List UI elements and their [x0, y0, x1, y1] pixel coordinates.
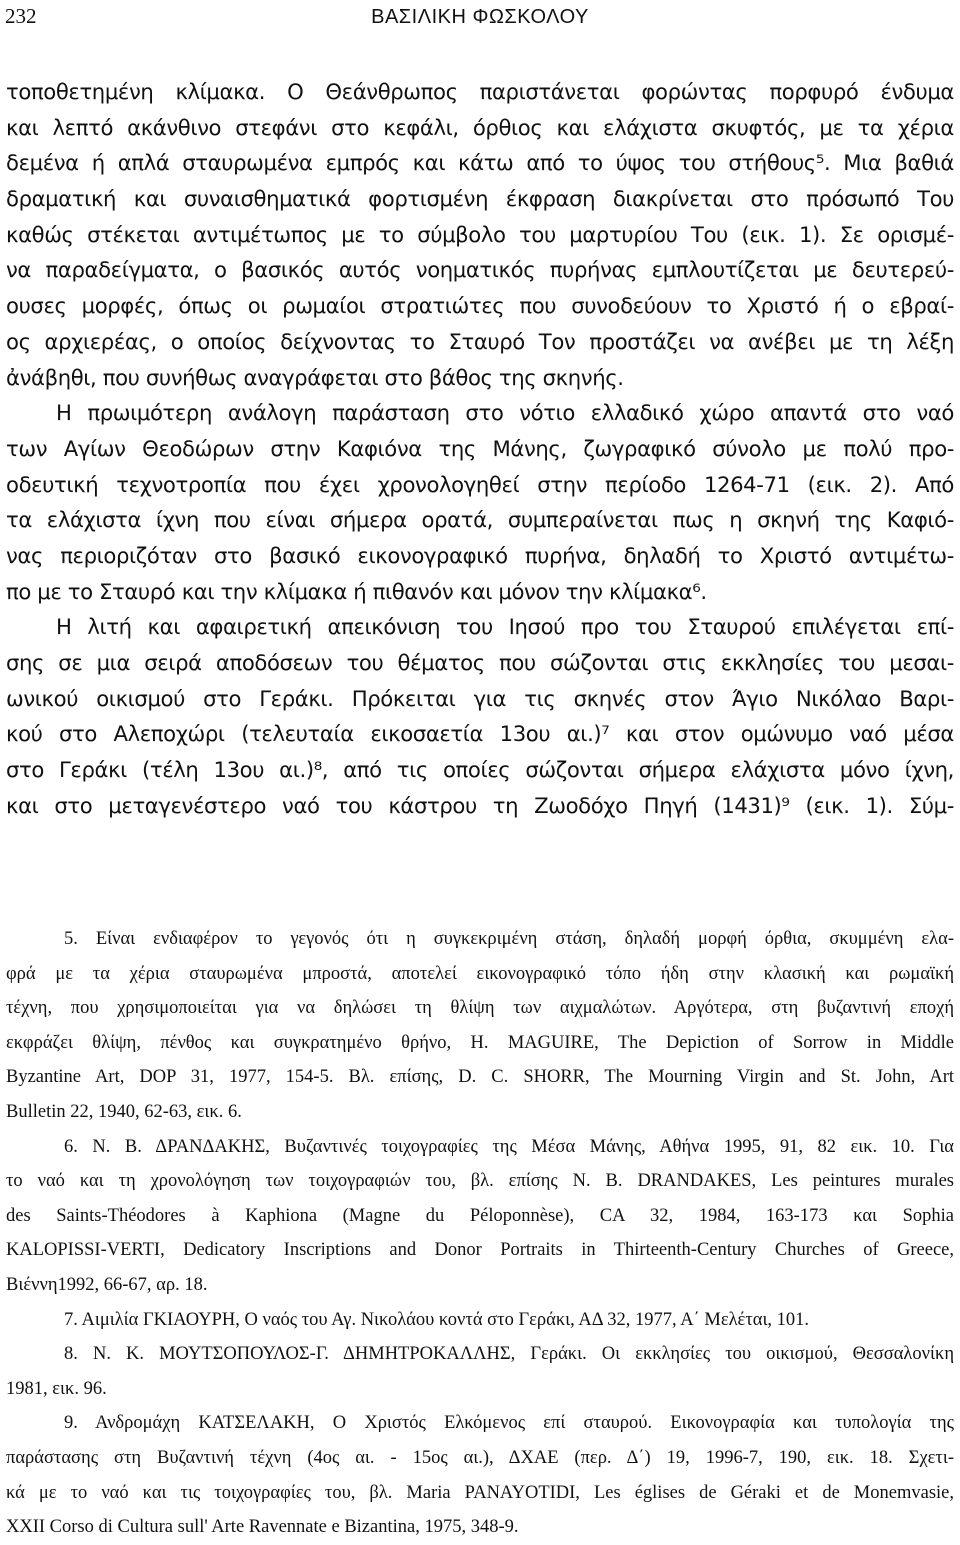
body-text-line: ουσες μορφές, όπως οι ρωμαίοι στρατιώτες που συνοδεύουν το Χριστό ή ο εβραί-	[6, 293, 954, 319]
running-title: ΒΑΣΙΛΙΚΗ ΦΩΣΚΟΛΟΥ	[371, 6, 589, 28]
footnote-line: 7. Αιμιλία ΓΚΙΑΟΥΡΗ, Ο ναός του Αγ. Νικολάου κοντά στο Γεράκι, ΑΔ 32, 1977, Α΄ Μελέται, 101.	[64, 1309, 810, 1330]
footnotes	[6, 922, 954, 1545]
body-text-line: δραματική και συναισθηματικά φορτισμένη έκφραση διακρίνεται στο πρόσωπό Του	[6, 186, 954, 212]
body-text-line: νας περιοριζόταν στο βασικό εικονογραφικό πυρήνα, δηλαδή το Χριστό αντιμέτω-	[6, 542, 954, 568]
footnote-line: Bulletin 22, 1940, 62-63, εικ. 6.	[6, 1101, 242, 1122]
body-text-line: Η λιτή και αφαιρετική απεικόνιση του Ιησού προ του Σταυρού επιλέγεται επί-	[56, 614, 954, 640]
body-text-line: ος αρχιερέας, ο οποίος δείχνοντας το Σταυρό Τον προστάζει να ανέβει με τη λέξη	[6, 328, 954, 354]
footnote-line: κά με το ναό και τις τοιχογραφίες του, βλ. Maria PANAYOTIDI, Les églises de Géraki et de Monemvasie,	[6, 1482, 954, 1503]
body-text-line: στο Γεράκι (τέλη 13ου αι.)⁸, από τις οποίες σώζονται σήμερα ελάχιστα μόνο ίχνη,	[6, 757, 954, 783]
footnote-line: το ναό και τη χρονολόγηση των τοιχογραφιών του, βλ. επίσης N. B. DRANDAKES, Les peintures murales	[6, 1171, 954, 1192]
footnote-line: 8. Ν. Κ. ΜΟΥΤΣΟΠΟΥΛΟΣ-Γ. ΔΗΜΗΤΡΟΚΑΛΛΗΣ, Γεράκι. Οι εκκλησίες του οικισμού, Θεσσαλονίκη	[64, 1344, 954, 1365]
body-text-line: οδευτική τεχνοτροπία που έχει χρονολογηθεί στην περίοδο 1264-71 (εικ. 2). Από	[6, 471, 954, 497]
body-text-line: τοποθετημένη κλίμακα. Ο Θεάνθρωπος παριστάνεται φορώντας πορφυρό ένδυμα	[6, 79, 954, 104]
footnote-line: τέχνη, που χρησιμοποιείται για να δηλώσει τη θλίψη των αιχμαλώτων. Αργότερα, στη βυζαντινή εποχή	[6, 998, 954, 1019]
body-text-line: και λεπτό ακάνθινο στεφάνι στο κεφάλι, όρθιος και ελάχιστα σκυφτός, με τα χέρια	[6, 114, 954, 140]
body-text-line: πο με το Σταυρό και την κλίμακα ή πιθανόν και μόνον την κλίμακα⁶.	[6, 578, 707, 604]
footnote-line: Byzantine Art, DOP 31, 1977, 154-5. Βλ. επίσης, D. C. SHORR, The Mourning Virgin and St. John, Art	[6, 1067, 954, 1088]
body-text-line: καθώς στέκεται αντιμέτωπος με το σύμβολο του μαρτυρίου Του (εικ. 1). Σε ορισμέ-	[6, 221, 954, 247]
body-text-line: ἀνάβηθι, που συνήθως αναγράφεται στο βάθος της σκηνής.	[6, 364, 624, 390]
footnote-line: 9. Ανδρομάχη ΚΑΤΣΕΛΑΚΗ, Ο Χριστός Ελκόμενος επί σταυρού. Εικονογραφία και τυπολογία της	[64, 1413, 954, 1434]
body-text-line: ωνικού οικισμού στο Γεράκι. Πρόκειται για τις σκηνές στον Άγιο Νικόλαο Βαρι-	[6, 685, 954, 711]
footnote-line: φρά με τα χέρια σταυρωμένα μπροστά, αποτελεί εικονογραφικό τόπο ήδη στην κλασική και ρωμαϊκή	[6, 963, 954, 984]
body-text-line: Η πρωιμότερη ανάλογη παράσταση στο νότιο ελλαδικό χώρο απαντά στο ναό	[56, 400, 954, 426]
footnote-line: 1981, εικ. 96.	[6, 1378, 107, 1399]
footnote-line: XXII Corso di Cultura sull' Arte Ravennate e Bizantina, 1975, 348-9.	[6, 1517, 519, 1538]
body-text-line: και στο μεταγενέστερο ναό του κάστρου τη Ζωοδόχο Πηγή (1431)⁹ (εικ. 1). Σύμ-	[6, 792, 954, 818]
body-text-line: σης σε μια σειρά αποδόσεων του θέματος που σώζονται στις εκκλησίες του μεσαι-	[6, 650, 954, 675]
footnote-line: Βιέννη1992, 66-67, αρ. 18.	[6, 1274, 208, 1295]
page-number: 232	[5, 4, 37, 28]
body-text-line: δεμένα ή απλά σταυρωμένα εμπρός και κάτω από το ύψος του στήθους⁵. Μια βαθιά	[6, 150, 954, 176]
body-text-line: των Αγίων Θεοδώρων στην Καφιόνα της Μάνης, ζωγραφικό σύνολο με πολύ προ-	[6, 435, 954, 461]
body-text-line: τα ελάχιστα ίχνη που είναι σήμερα ορατά, συμπεραίνεται πως η σκηνή της Καφιό-	[6, 507, 954, 533]
footnote-line: εκφράζει θλίψη, πένθος και συγκρατημένο θρήνο, H. MAGUIRE, The Depiction of Sorrow in Middle	[6, 1032, 954, 1053]
footnote-line: 6. Ν. Β. ΔΡΑΝΔΑΚΗΣ, Βυζαντινές τοιχογραφίες της Μέσα Μάνης, Αθήνα 1995, 91, 82 εικ. 10. Για	[64, 1136, 954, 1157]
page-header	[0, 4, 960, 34]
main-text	[6, 74, 954, 823]
footnote-line: des Saints-Théodores à Kaphiona (Magne du Péloponnèse), CA 32, 1984, 163-173 και Sophia	[6, 1205, 954, 1226]
footnote-line: KALOPISSI-VERTI, Dedicatory Inscriptions and Donor Portraits in Thirteenth-Century Churches of Greece,	[6, 1240, 954, 1261]
body-text-line: να παραδείγματα, ο βασικός αυτός νοηματικός πυρήνας εμπλουτίζεται με δευτερεύ-	[6, 257, 954, 283]
footnote-line: 5. Είναι ενδιαφέρον το γεγονός ότι η συγκεκριμένη στάση, δηλαδή μορφή όρθια, σκυμμένη ελα-	[64, 929, 954, 949]
footnote-line: παράστασης στη Βυζαντινή τέχνη (4ος αι. - 15ος αι.), ΔΧΑΕ (περ. Δ΄) 19, 1996-7, 190, εικ. 18. Σχετι-	[6, 1447, 954, 1468]
body-text-line: κού στο Αλεποχώρι (τελευταία εικοσαετία 13ου αι.)⁷ και στον ομώνυμο ναό μέσα	[6, 721, 954, 747]
